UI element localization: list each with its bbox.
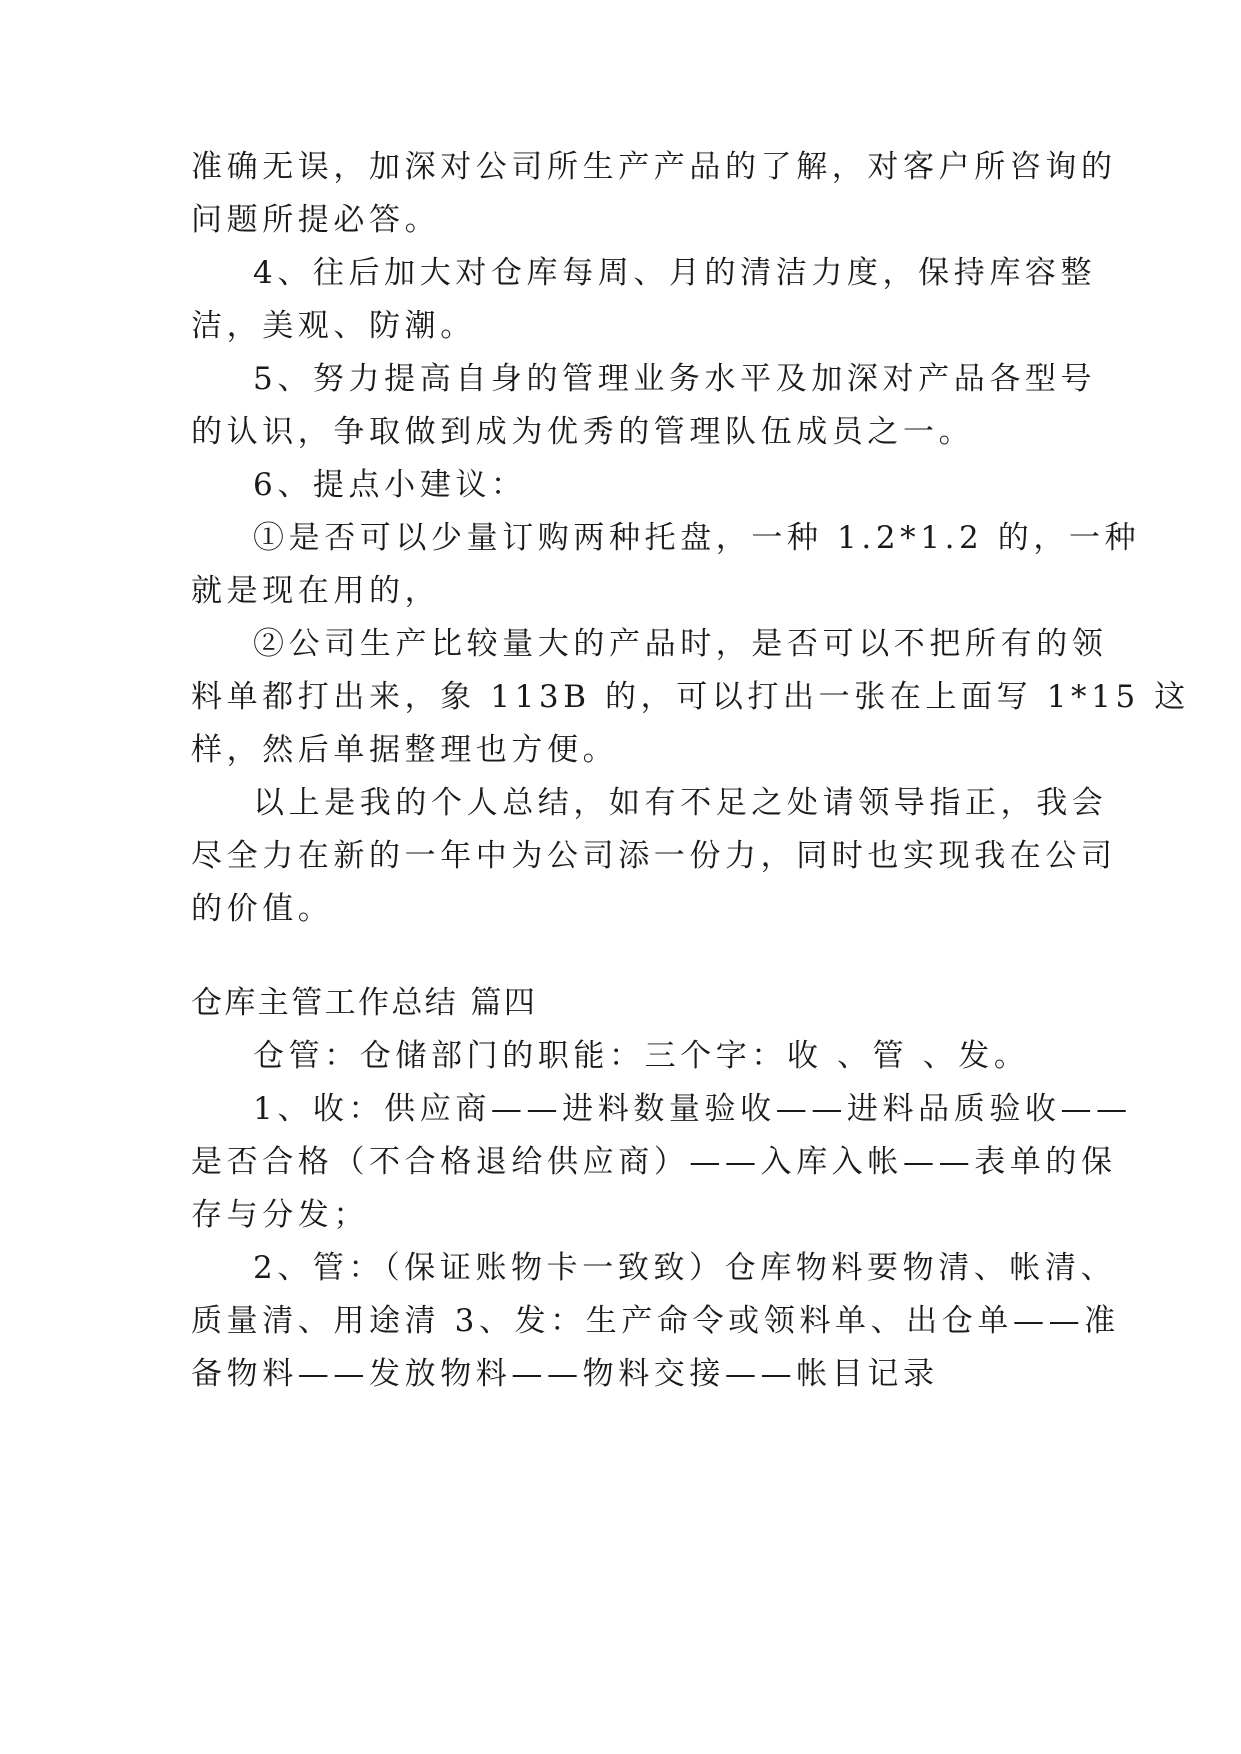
paragraph-line: 的价值。 [191, 891, 334, 927]
paragraph-line: 存与分发； [191, 1197, 369, 1233]
section-heading: 仓库主管工作总结 篇四 [191, 985, 538, 1021]
paragraph-line: 尽全力在新的一年中为公司添一份力，同时也实现我在公司 [191, 838, 1117, 874]
paragraph-line: 备物料——发放物料——物料交接——帐目记录 [191, 1356, 939, 1392]
paragraph-line: 洁，美观、防潮。 [191, 308, 476, 344]
paragraph-line: 5、努力提高自身的管理业务水平及加深对产品各型号 [253, 361, 1097, 397]
paragraph-line: ①是否可以少量订购两种托盘，一种 1.2*1.2 的，一种 [253, 520, 1141, 556]
paragraph-line: 4、往后加大对仓库每周、月的清洁力度，保持库容整 [253, 255, 1097, 291]
paragraph-line: 仓管：仓储部门的职能：三个字：收 、管 、发。 [253, 1038, 1030, 1074]
paragraph-line: 料单都打出来，象 113B 的，可以打出一张在上面写 1*15 这 [191, 679, 1190, 715]
paragraph-line: 以上是我的个人总结，如有不足之处请领导指正，我会 [253, 785, 1108, 821]
paragraph-line: 6、提点小建议： [253, 467, 527, 503]
paragraph-line: 就是现在用的， [191, 573, 441, 609]
paragraph-line: 问题所提必答。 [191, 202, 441, 238]
paragraph-line: 是否合格（不合格退给供应商）——入库入帐——表单的保 [191, 1144, 1117, 1180]
paragraph-line: 2、管：（保证账物卡一致致）仓库物料要物清、帐清、 [253, 1250, 1117, 1286]
paragraph-line: 1、收：供应商——进料数量验收——进料品质验收—— [253, 1091, 1132, 1127]
paragraph-line: 的认识，争取做到成为优秀的管理队伍成员之一。 [191, 414, 975, 450]
paragraph-line: ②公司生产比较量大的产品时，是否可以不把所有的领 [253, 626, 1108, 662]
paragraph-line: 准确无误，加深对公司所生产产品的了解，对客户所咨询的 [191, 149, 1117, 185]
paragraph-line: 样，然后单据整理也方便。 [191, 732, 619, 768]
paragraph-line: 质量清、用途清 3、发：生产命令或领料单、出仓单——准 [191, 1303, 1120, 1339]
